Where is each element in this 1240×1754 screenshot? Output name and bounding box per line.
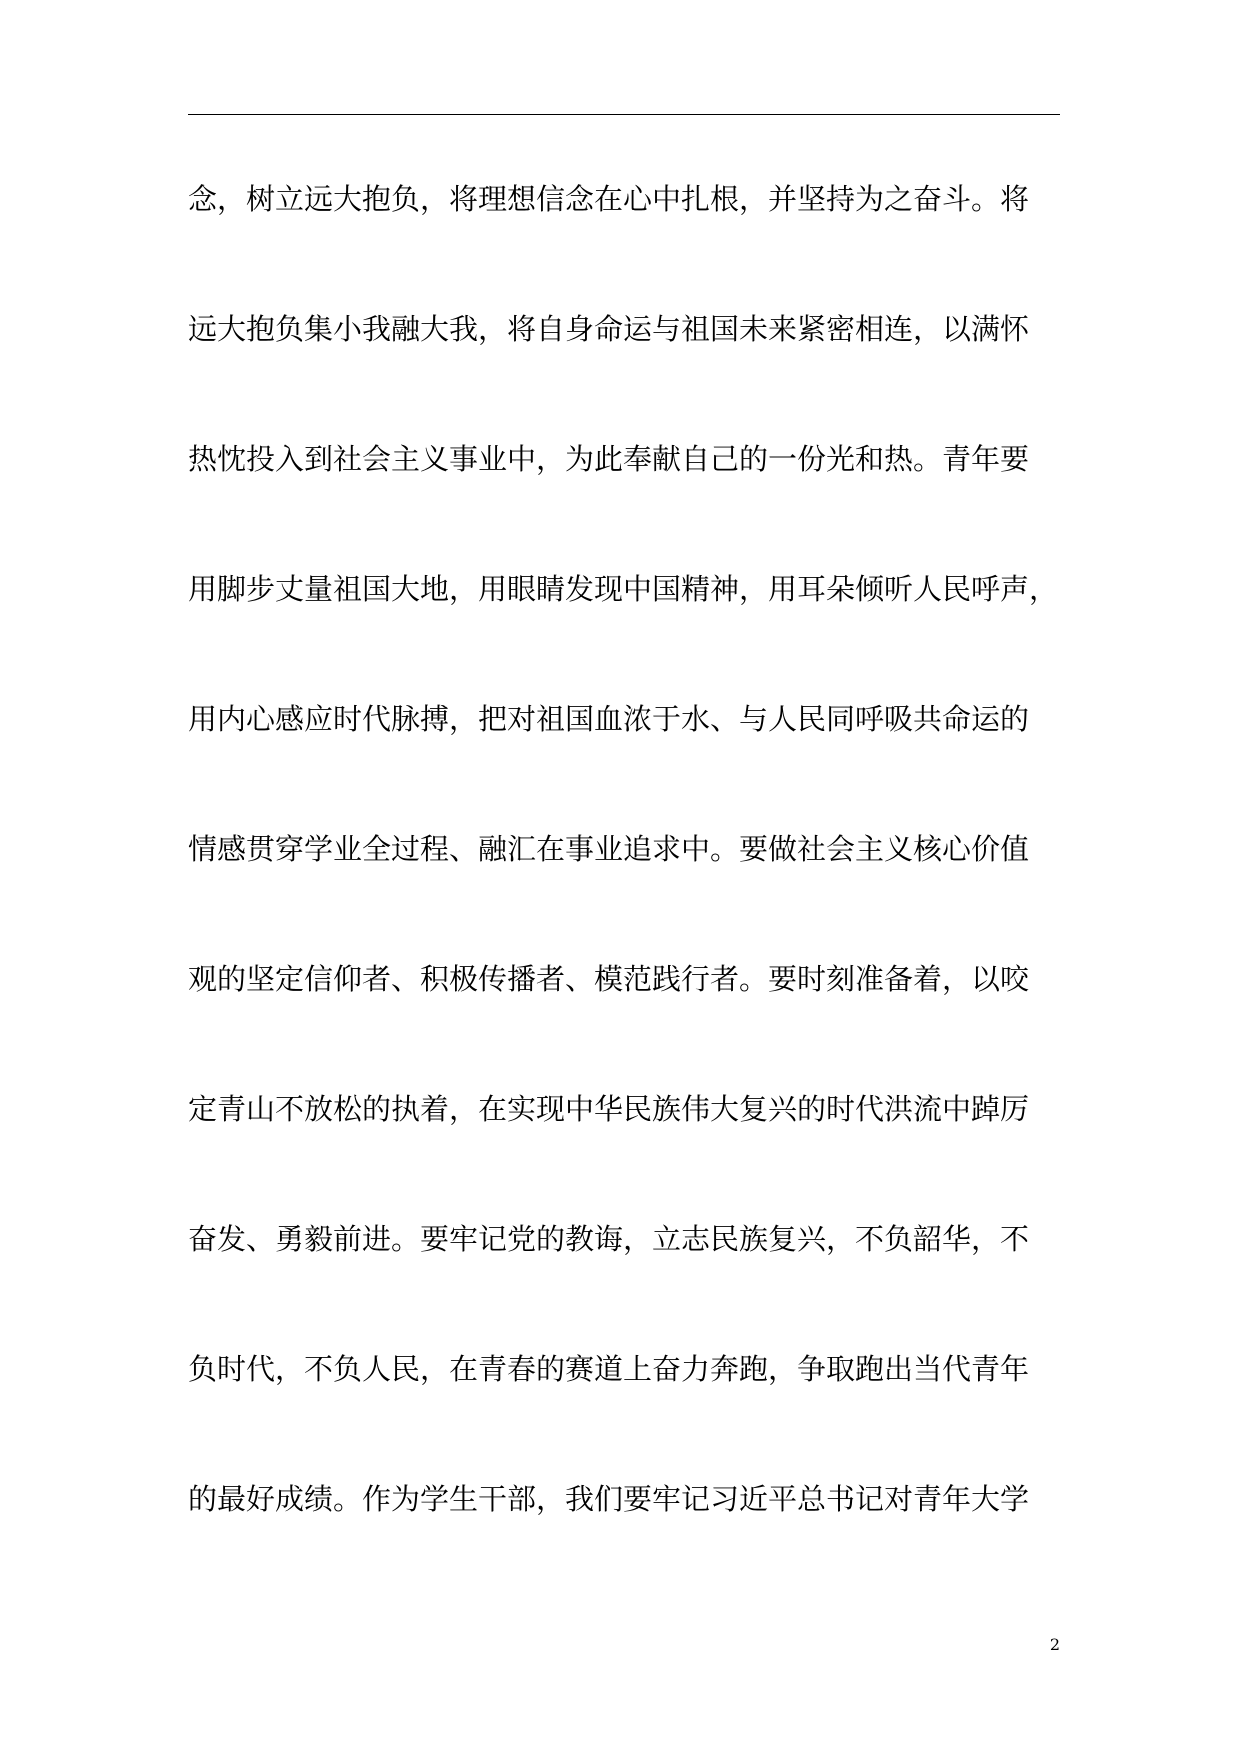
text-line: 热忱投入到社会主义事业中，为此奉献自己的一份光和热。青年要 [188, 442, 1030, 476]
text-line: 远大抱负集小我融大我，将自身命运与祖国未来紧密相连，以满怀 [188, 312, 1030, 346]
text-line: 观的坚定信仰者、积极传播者、模范践行者。要时刻准备着，以咬 [188, 962, 1030, 996]
header-divider [188, 114, 1060, 115]
text-line: 用脚步丈量祖国大地，用眼睛发现中国精神，用耳朵倾听人民呼声， [188, 572, 1059, 606]
text-line: 念，树立远大抱负，将理想信念在心中扎根，并坚持为之奋斗。将 [188, 182, 1030, 216]
text-line: 奋发、勇毅前进。要牢记党的教诲，立志民族复兴，不负韶华，不 [188, 1222, 1030, 1256]
text-line: 的最好成绩。作为学生干部，我们要牢记习近平总书记对青年大学 [188, 1482, 1030, 1516]
body-text [188, 168, 1068, 1598]
text-line: 情感贯穿学业全过程、融汇在事业追求中。要做社会主义核心价值 [188, 832, 1030, 866]
page-number: 2 [1049, 1635, 1060, 1654]
text-line: 定青山不放松的执着，在实现中华民族伟大复兴的时代洪流中踔厉 [188, 1092, 1030, 1126]
text-line: 用内心感应时代脉搏，把对祖国血浓于水、与人民同呼吸共命运的 [188, 702, 1030, 736]
text-line: 负时代，不负人民，在青春的赛道上奋力奔跑，争取跑出当代青年 [188, 1352, 1030, 1386]
